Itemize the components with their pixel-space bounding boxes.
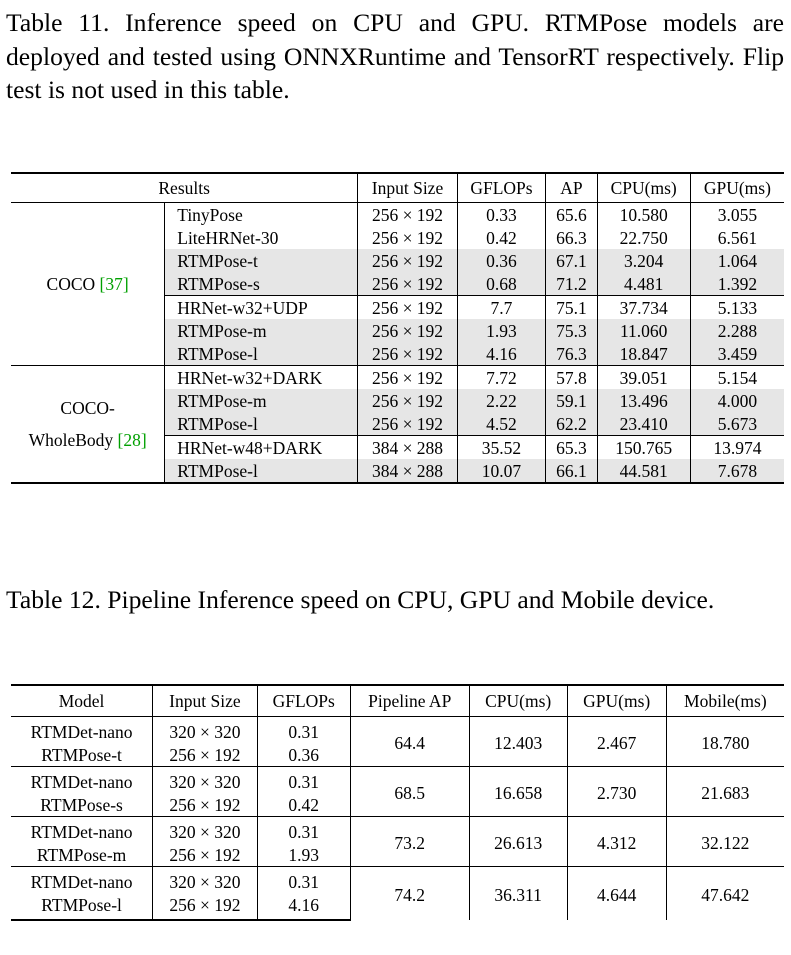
gpu-value: 5.154	[690, 366, 784, 390]
pipeline-ap-value: 64.4	[350, 717, 469, 767]
gpu-value: 3.055	[690, 203, 784, 227]
cpu-value: 3.204	[597, 249, 690, 272]
mobile-value: 18.780	[666, 717, 784, 767]
input-size: 320 × 320	[153, 867, 258, 894]
gflops-value: 0.68	[457, 272, 546, 296]
mobile-value: 47.642	[666, 867, 784, 921]
citation-link[interactable]: [28]	[117, 430, 147, 450]
table-row	[11, 717, 784, 744]
table-12	[11, 684, 784, 921]
mobile-value: 32.122	[666, 817, 784, 867]
ap-value: 76.3	[546, 342, 597, 366]
table-12-caption: Table 12. Pipeline Inference speed on CPU, GPU and Mobile device.	[6, 585, 715, 614]
cpu-value: 10.580	[597, 203, 690, 227]
gflops-value: 4.52	[457, 412, 546, 436]
gflops-value: 7.72	[457, 366, 546, 390]
gflops-value: 7.7	[457, 296, 546, 320]
dataset-name: COCO	[46, 274, 96, 294]
ap-value: 75.1	[546, 296, 597, 320]
model-name: RTMPose-l	[11, 893, 153, 920]
mobile-value: 21.683	[666, 767, 784, 817]
model-name: RTMPose-s	[165, 272, 358, 296]
dataset-label	[11, 203, 165, 366]
input-size: 256 × 192	[358, 272, 457, 296]
cpu-value: 39.051	[597, 366, 690, 390]
cpu-value: 26.613	[469, 817, 567, 867]
gflops-value: 1.93	[257, 843, 350, 867]
input-size: 256 × 192	[153, 743, 258, 767]
input-size: 320 × 320	[153, 817, 258, 844]
cpu-value: 23.410	[597, 412, 690, 436]
gpu-value: 6.561	[690, 226, 784, 249]
gflops-value: 0.31	[257, 717, 350, 744]
gpu-value: 2.288	[690, 319, 784, 342]
gpu-value: 3.459	[690, 342, 784, 366]
dataset-name-line1: COCO-	[60, 398, 115, 418]
table-11-header-row	[11, 174, 784, 203]
gflops-value: 4.16	[257, 893, 350, 920]
input-size: 256 × 192	[153, 893, 258, 920]
cpu-value: 22.750	[597, 226, 690, 249]
table-11-caption: Table 11. Inference speed on CPU and GPU. RTMPose models are deployed and tested using ONNXRuntime and TensorRT respectively. Flip test is not used in this table.	[6, 8, 784, 104]
input-size: 256 × 192	[358, 249, 457, 272]
table-12-header-row	[11, 685, 784, 717]
gpu-value: 13.974	[690, 436, 784, 460]
table-row	[11, 767, 784, 794]
model-name: RTMPose-m	[165, 319, 358, 342]
header-gflops: GFLOPs	[457, 174, 546, 203]
input-size: 256 × 192	[358, 412, 457, 436]
model-name: LiteHRNet-30	[165, 226, 358, 249]
ap-value: 66.3	[546, 226, 597, 249]
header-gflops: GFLOPs	[257, 685, 350, 717]
gflops-value: 0.31	[257, 817, 350, 844]
gflops-value: 1.93	[457, 319, 546, 342]
header-gpu: GPU(ms)	[690, 174, 784, 203]
dataset-name-line2: WholeBody	[28, 430, 114, 450]
gflops-value: 0.36	[457, 249, 546, 272]
gflops-value: 0.31	[257, 767, 350, 794]
model-name: RTMDet-nano	[11, 767, 153, 794]
header-cpu: CPU(ms)	[469, 685, 567, 717]
model-name: RTMPose-t	[165, 249, 358, 272]
gpu-value: 4.000	[690, 389, 784, 412]
gflops-value: 0.33	[457, 203, 546, 227]
gpu-value: 2.467	[567, 717, 666, 767]
input-size: 256 × 192	[358, 319, 457, 342]
ap-value: 62.2	[546, 412, 597, 436]
ap-value: 57.8	[546, 366, 597, 390]
pipeline-ap-value: 74.2	[350, 867, 469, 921]
header-results: Results	[11, 174, 358, 203]
input-size: 256 × 192	[371, 227, 444, 248]
input-size: 384 × 288	[358, 459, 457, 483]
ap-value: 75.3	[546, 319, 597, 342]
gpu-value: 5.673	[690, 412, 784, 436]
model-name: HRNet-w48+DARK	[165, 436, 358, 460]
gflops-value: 4.16	[457, 342, 546, 366]
pipeline-ap-value: 73.2	[350, 817, 469, 867]
dataset-label	[11, 366, 165, 484]
ap-value: 71.2	[546, 272, 597, 296]
gpu-value: 2.730	[567, 767, 666, 817]
header-input-size: Input Size	[358, 174, 457, 203]
cpu-value: 13.496	[597, 389, 690, 412]
model-name: TinyPose	[165, 203, 358, 227]
cpu-value: 37.734	[597, 296, 690, 320]
input-size: 256 × 192	[153, 793, 258, 817]
citation-link[interactable]: [37]	[99, 274, 129, 294]
table-row	[11, 366, 784, 390]
model-name: RTMPose-l	[165, 412, 358, 436]
table-row	[11, 203, 784, 227]
model-name: RTMDet-nano	[11, 867, 153, 894]
model-name: RTMPose-l	[165, 459, 358, 483]
cpu-value: 44.581	[597, 459, 690, 483]
input-size: 256 × 192	[358, 366, 457, 390]
table-row	[11, 867, 784, 894]
gflops-value: 0.42	[457, 226, 546, 249]
input-size: 320 × 320	[153, 767, 258, 794]
input-size: 256 × 192	[358, 342, 457, 366]
cpu-value: 18.847	[597, 342, 690, 366]
model-name: RTMDet-nano	[11, 717, 153, 744]
model-name: RTMPose-t	[41, 744, 122, 765]
gpu-value: 1.064	[690, 249, 784, 272]
gflops-value: 35.52	[457, 436, 546, 460]
cpu-value: 11.060	[597, 319, 690, 342]
ap-value: 67.1	[546, 249, 597, 272]
pipeline-ap-value: 68.5	[350, 767, 469, 817]
ap-value: 65.3	[546, 436, 597, 460]
gflops-value: 0.31	[257, 867, 350, 894]
gpu-value: 4.644	[567, 867, 666, 921]
input-size: 256 × 192	[358, 389, 457, 412]
header-input-size: Input Size	[153, 685, 258, 717]
header-mobile: Mobile(ms)	[666, 685, 784, 717]
cpu-value: 16.658	[469, 767, 567, 817]
header-gpu: GPU(ms)	[567, 685, 666, 717]
table-row	[11, 817, 784, 844]
ap-value: 65.6	[546, 203, 597, 227]
cpu-value: 12.403	[469, 717, 567, 767]
input-size: 256 × 192	[153, 843, 258, 867]
header-pipeline-ap: Pipeline AP	[350, 685, 469, 717]
table-11	[11, 172, 784, 484]
input-size: 384 × 288	[358, 436, 457, 460]
model-name: HRNet-w32+DARK	[165, 366, 358, 390]
model-name: RTMPose-l	[165, 342, 358, 366]
cpu-value: 150.765	[597, 436, 690, 460]
gflops-value: 0.42	[257, 793, 350, 817]
input-size: 320 × 320	[153, 717, 258, 744]
model-name: RTMDet-nano	[11, 817, 153, 844]
gflops-value: 10.07	[457, 459, 546, 483]
gpu-value: 4.312	[567, 817, 666, 867]
gpu-value: 5.133	[690, 296, 784, 320]
header-model: Model	[11, 685, 153, 717]
model-name: RTMPose-m	[165, 389, 358, 412]
cpu-value: 4.481	[597, 272, 690, 296]
ap-value: 59.1	[546, 389, 597, 412]
model-name: RTMPose-s	[40, 794, 123, 815]
input-size: 256 × 192	[358, 296, 457, 320]
gflops-value: 2.22	[457, 389, 546, 412]
cpu-value: 36.311	[469, 867, 567, 921]
header-ap: AP	[546, 174, 597, 203]
gpu-value: 1.392	[690, 272, 784, 296]
gflops-value: 0.36	[257, 743, 350, 767]
model-name: RTMPose-m	[36, 844, 127, 865]
input-size: 256 × 192	[371, 204, 444, 225]
gpu-value: 7.678	[690, 459, 784, 483]
header-cpu: CPU(ms)	[597, 174, 690, 203]
model-name: HRNet-w32+UDP	[165, 296, 358, 320]
ap-value: 66.1	[546, 459, 597, 483]
